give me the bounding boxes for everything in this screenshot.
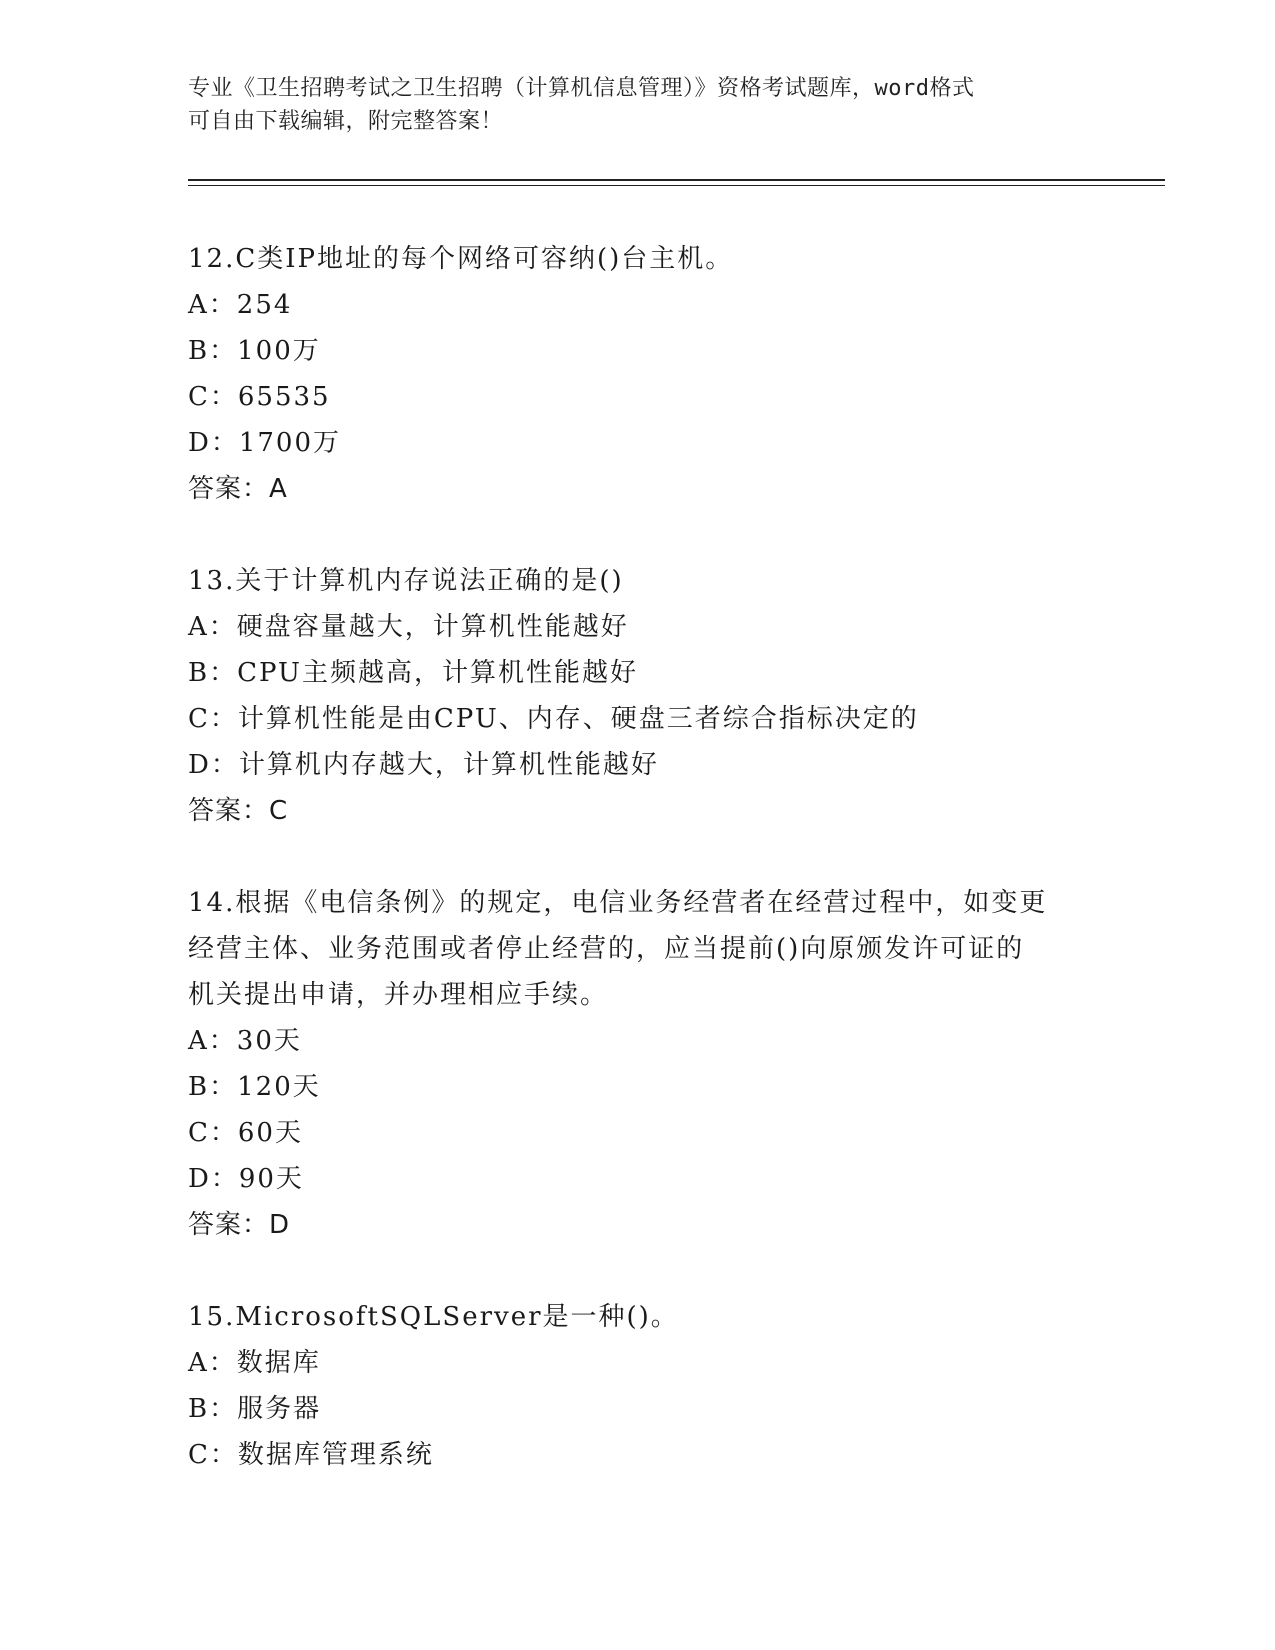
option-a: A：硬盘容量越大，计算机性能越好: [188, 612, 629, 642]
answer-line: 答案：D: [188, 1210, 291, 1240]
option-b: B：服务器: [188, 1394, 322, 1424]
option-b: B：120天: [188, 1072, 321, 1102]
question-12: [188, 236, 1088, 512]
question-15: [188, 1294, 1088, 1478]
question-14: [188, 880, 1088, 1248]
answer-line: 答案：A: [188, 474, 288, 504]
header-line-1: 专业《卫生招聘考试之卫生招聘（计算机信息管理）》资格考试题库，word格式: [188, 76, 975, 101]
question-13: [188, 558, 1088, 834]
question-stem-line-2: 经营主体、业务范围或者停止经营的，应当提前()向原颁发许可证的: [188, 934, 1025, 964]
option-a: A：30天: [188, 1026, 302, 1056]
question-list: [188, 236, 1088, 1478]
question-stem: 12.C类IP地址的每个网络可容纳()台主机。: [188, 244, 734, 274]
header-line-2: 可自由下载编辑，附完整答案！: [188, 109, 504, 134]
header-divider-thin: [188, 185, 1165, 186]
question-stem: 15.MicrosoftSQLServer是一种()。: [188, 1302, 679, 1332]
option-d: D：1700万: [188, 428, 342, 458]
option-d: D：计算机内存越大，计算机性能越好: [188, 750, 659, 780]
question-stem: 13.关于计算机内存说法正确的是(): [188, 566, 624, 596]
header-divider-thick: [188, 179, 1165, 181]
answer-line: 答案：C: [188, 796, 289, 826]
option-d: D：90天: [188, 1164, 304, 1194]
question-stem-line-3: 机关提出申请，并办理相应手续。: [188, 980, 609, 1010]
option-b: B：100万: [188, 336, 321, 366]
option-c: C：数据库管理系统: [188, 1440, 434, 1470]
option-a: A：数据库: [188, 1348, 321, 1378]
option-a: A：254: [188, 290, 293, 320]
option-b: B：CPU主频越高，计算机性能越好: [188, 658, 638, 688]
option-c: C：65535: [188, 382, 331, 412]
question-stem-line-1: 14.根据《电信条例》的规定，电信业务经营者在经营过程中，如变更: [188, 888, 1048, 918]
document-header: [188, 72, 1088, 138]
option-c: C：60天: [188, 1118, 303, 1148]
option-c: C：计算机性能是由CPU、内存、硬盘三者综合指标决定的: [188, 704, 919, 734]
